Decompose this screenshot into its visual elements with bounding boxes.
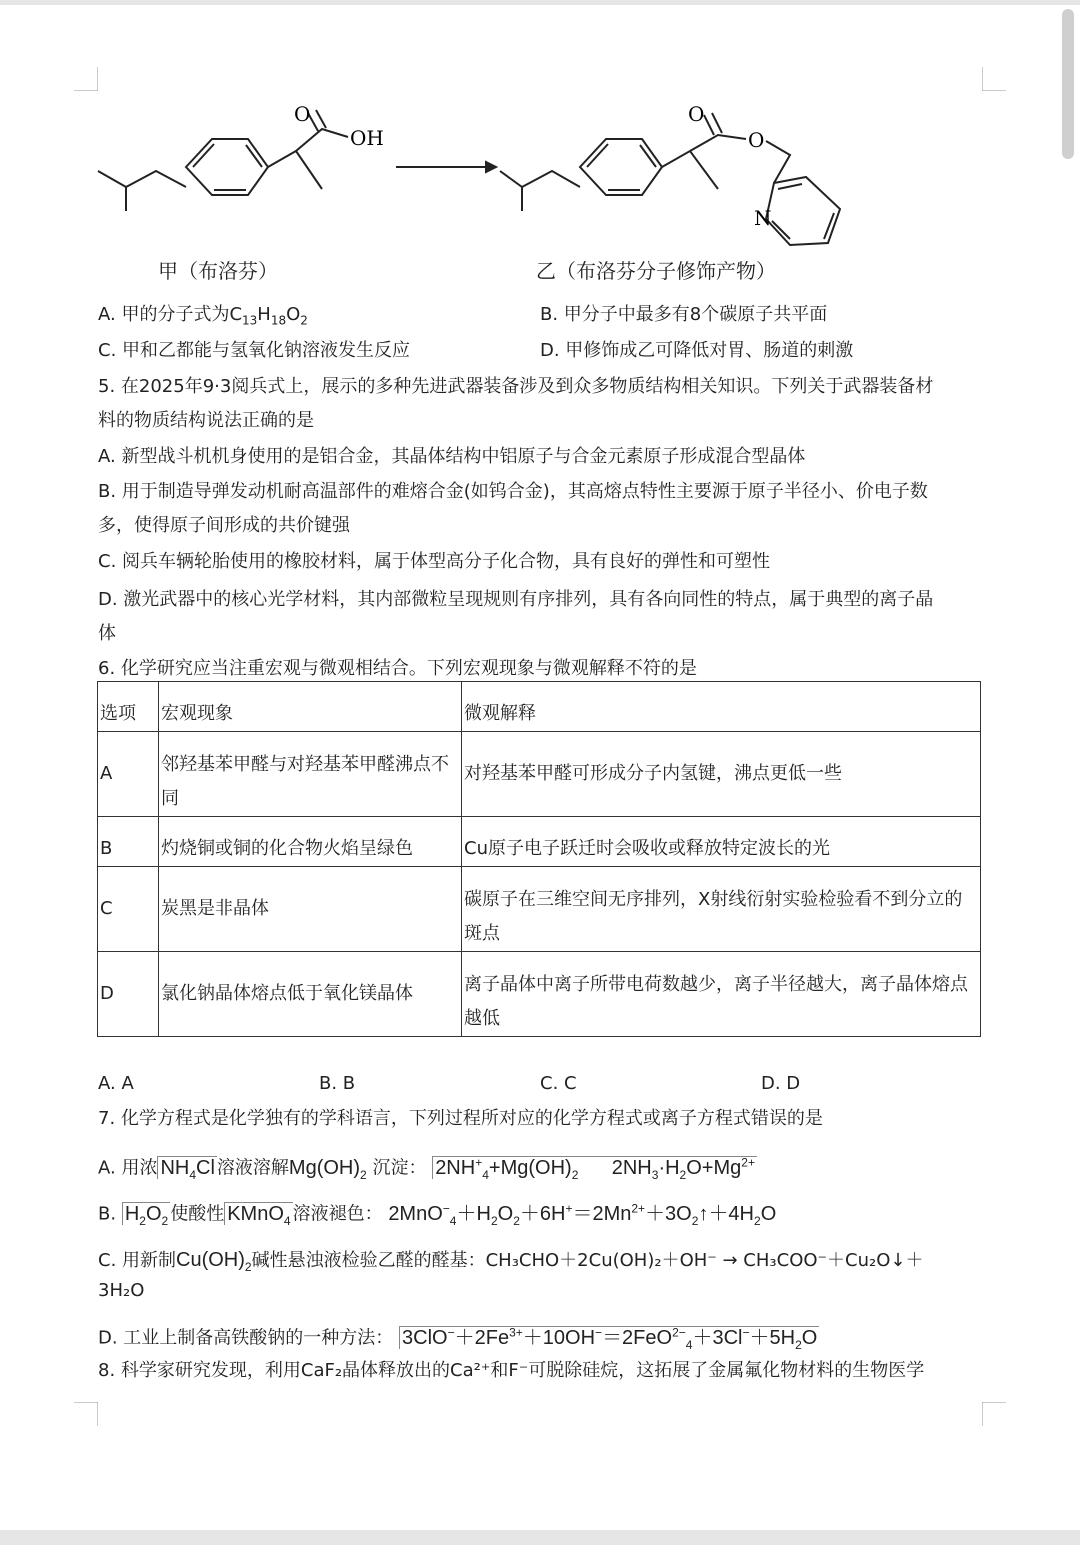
q5-option-c: C. 阅兵车辆轮胎使用的橡胶材料，属于体型高分子化合物，具有良好的弹性和可塑性 [98, 551, 771, 572]
modified-ibuprofen-structure [500, 113, 840, 245]
crop-mark-top-left [74, 67, 98, 91]
q6-table [97, 681, 981, 1037]
q8-stem: 8. 科学家研究发现，利用CaF₂晶体释放出的Ca²⁺和F⁻可脱除硅烷，这拓展了金属氟化物材料的生物医学 [98, 1360, 925, 1381]
table-cell-macro: 灼烧铜或铜的化合物火焰呈绿色 [159, 817, 462, 867]
q5-option-a: A. 新型战斗机机身使用的是铝合金，其晶体结构中铝原子与合金元素原子形成混合型晶体 [98, 446, 806, 467]
reaction-scheme [90, 93, 870, 253]
table-header-macro: 宏观现象 [159, 682, 462, 732]
q7-stem: 7. 化学方程式是化学独有的学科语言，下列过程所对应的化学方程式或离子方程式错误的是 [98, 1108, 823, 1129]
q7-option-b: B. $H_2O_2$ 使酸性 KMnO$_4$ 溶液褪色： $2MnO^-_4+H_2O_2+6H^+=2Mn^{2+}+3O_2↑+4H_2O$ [98, 1201, 777, 1228]
q6-answer-c: C. C [540, 1073, 577, 1094]
nitrogen-label: N [754, 206, 772, 230]
table-cell-option: A [98, 732, 159, 817]
table-cell-macro: 氯化钠晶体熔点低于氧化镁晶体 [159, 952, 462, 1037]
q7-option-c-line1: C. 用新制$Cu(OH)_2$碱性悬浊液检验乙醛的醛基：CH₃CHO＋2Cu(OH)₂＋OH⁻ → CH₃COO⁻＋Cu₂O↓＋ [98, 1249, 924, 1274]
table-cell-option: C [98, 867, 159, 952]
table-header-micro: 微观解释 [462, 682, 981, 732]
q5-option-b-line2: 多，使得原子间形成的共价键强 [98, 515, 350, 536]
q6-answer-a: A. A [98, 1073, 134, 1094]
table-cell-macro: 邻羟基苯甲醛与对羟基苯甲醛沸点不同 [159, 732, 462, 817]
oxygen-label-2: O [688, 102, 705, 126]
oxygen-label-1: O [294, 102, 311, 126]
q5-option-d-line1: D. 激光武器中的核心光学材料，其内部微粒呈现规则有序排列，具有各向同性的特点，属于典型的离子晶 [98, 589, 934, 610]
q7-option-a: A. 用浓 $NH_4Cl$ 溶液溶解$Mg(OH)_2$ 沉淀： $2NH^+_4+Mg(OH)_2$ $2NH_3\cdot H_2O+Mg^{2+}$ [98, 1155, 755, 1182]
q7-option-d: D. 工业上制备高铁酸钠的一种方法： $3ClO^-+2Fe^{3+}+10OH^-=2FeO^{2-}_4+3Cl^-+5H_2O$ [98, 1325, 818, 1352]
hydroxyl-label: OH [350, 126, 384, 150]
caption-ibuprofen: 甲（布洛芬） [158, 259, 278, 283]
table-cell-micro: 离子晶体中离子所带电荷数越少，离子半径越大，离子晶体熔点越低 [462, 952, 981, 1037]
ibuprofen-structure [98, 110, 348, 211]
table-header-option: 选项 [98, 682, 159, 732]
oxygen-label-3: O [748, 128, 765, 152]
table-cell-micro: 碳原子在三维空间无序排列，X射线衍射实验检验看不到分立的斑点 [462, 867, 981, 952]
table-cell-option: B [98, 817, 159, 867]
q5-option-b-line1: B. 用于制造导弹发动机耐高温部件的难熔合金(如钨合金)，其高熔点特性主要源于原子半径小、价电子数 [98, 481, 928, 502]
table-row [98, 867, 981, 952]
table-header-row [98, 682, 981, 732]
q5-stem-line1: 5. 在2025年9·3阅兵式上，展示的多种先进武器装备涉及到众多物质结构相关知识。下列关于武器装备材 [98, 376, 934, 397]
q5-option-d-line2: 体 [98, 623, 116, 644]
table-cell-option: D [98, 952, 159, 1037]
scrollbar-thumb[interactable] [1062, 9, 1074, 159]
q4-option-a: A. 甲的分子式为$C_{13}H_{18}O_2$ [98, 304, 308, 328]
reaction-arrow [396, 162, 496, 172]
crop-mark-bottom-left [74, 1402, 98, 1426]
table-cell-micro: Cu原子电子跃迁时会吸收或释放特定波长的光 [462, 817, 981, 867]
table-cell-macro: 炭黑是非晶体 [159, 867, 462, 952]
q6-answer-d: D. D [761, 1073, 801, 1094]
crop-mark-bottom-right [982, 1402, 1006, 1426]
table-row [98, 817, 981, 867]
q4-option-d: D. 甲修饰成乙可降低对胃、肠道的刺激 [540, 340, 854, 361]
crop-mark-top-right [982, 67, 1006, 91]
q6-stem: 6. 化学研究应当注重宏观与微观相结合。下列宏观现象与微观解释不符的是 [98, 658, 697, 679]
q5-stem-line2: 料的物质结构说法正确的是 [98, 410, 314, 431]
q7-option-c-line2: 3H₂O [98, 1280, 145, 1301]
table-row [98, 952, 981, 1037]
caption-modified-product: 乙（布洛芬分子修饰产物） [536, 259, 776, 283]
q6-answer-b: B. B [319, 1073, 356, 1094]
table-row [98, 732, 981, 817]
table-cell-micro: 对羟基苯甲醛可形成分子内氢键，沸点更低一些 [462, 732, 981, 817]
document-page [0, 5, 1080, 1530]
q4-option-c: C. 甲和乙都能与氢氧化钠溶液发生反应 [98, 340, 411, 361]
q4-option-b: B. 甲分子中最多有8个碳原子共平面 [540, 304, 828, 325]
